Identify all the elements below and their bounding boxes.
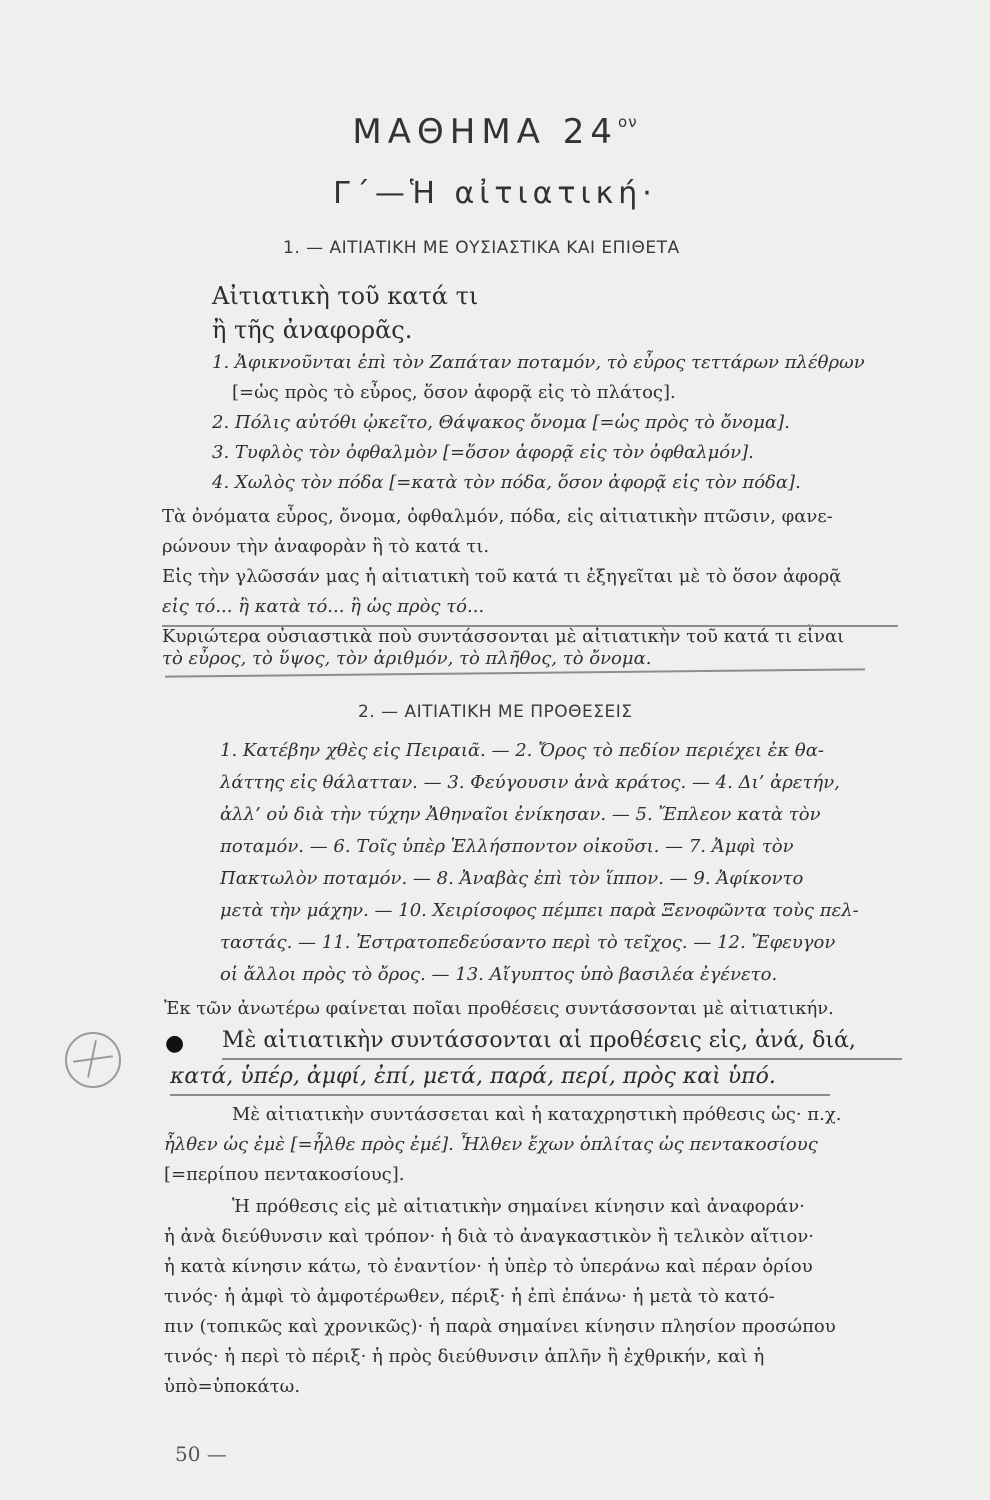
section1-example-line: 2. Πόλις αὐτόθι ᾠκεῖτο, Θάψακος ὄνομα [=ὡς πρὸς τὸ ὄνομα]. bbox=[212, 412, 790, 433]
pencil-underline bbox=[165, 668, 865, 677]
note-line: ὑπὸ=ὑποκάτω. bbox=[164, 1376, 301, 1397]
lesson-title bbox=[0, 112, 990, 152]
section1-example-line: 1. Ἀφικνοῦνται ἐπὶ τὸν Ζαπάταν ποταμόν, τὸ εὖρος τεττάρων πλέθρων bbox=[212, 352, 865, 373]
section1-example-line: 3. Τυφλὸς τὸν ὀφθαλμὸν [=ὅσον ἀφορᾷ εἰς τὸν ὀφθαλμόν]. bbox=[212, 442, 754, 463]
section1-subheading-line2: ἢ τῆς ἀναφορᾶς. bbox=[212, 316, 413, 344]
section1-paragraph-line: ρώνουν τὴν ἀναφορὰν ἢ τὸ κατά τι. bbox=[162, 536, 490, 557]
pencil-underline bbox=[170, 1094, 830, 1096]
note-line: ἦλθεν ὡς ἐμὲ [=ἦλθε πρὸς ἐμέ]. Ἦλθεν ἔχων ὁπλίτας ὡς πεντακοσίους bbox=[164, 1134, 818, 1155]
rule-line-2: κατά, ὑπέρ, ἀμφί, ἐπί, μετά, παρά, περί, πρὸς καὶ ὑπό. bbox=[170, 1064, 776, 1089]
section2-example-line: 1. Κατέβην χθὲς εἰς Πειραιᾶ. — 2. Ὄρος τὸ πεδίον περιέχει ἐκ θα- bbox=[220, 740, 825, 761]
note-line: [=περίπου πεντακοσίους]. bbox=[164, 1164, 405, 1185]
bullet-icon: ● bbox=[165, 1031, 185, 1056]
section2-intro: Ἐκ τῶν ἀνωτέρω φαίνεται ποῖαι προθέσεις συντάσσονται μὲ αἰτιατικήν. bbox=[164, 998, 834, 1019]
section1-paragraph-line: Εἰς τὴν γλῶσσάν μας ἡ αἰτιατικὴ τοῦ κατά τι ἐξηγεῖται μὲ τὸ ὅσον ἀφορᾷ bbox=[162, 566, 842, 587]
page-number: 50 — bbox=[175, 1442, 227, 1466]
lesson-subtitle: Γ΄—Ἡ αἰτιατική· bbox=[333, 176, 657, 211]
section1-example-line: [=ὡς πρὸς τὸ εὖρος, ὅσον ἀφορᾷ εἰς τὸ πλάτος]. bbox=[232, 382, 676, 403]
note-line: ἡ κατὰ κίνησιν κάτω, τὸ ἐναντίον· ἡ ὑπὲρ τὸ ὑπεράνω καὶ πέραν ὁρίου bbox=[164, 1256, 813, 1277]
section2-example-line: ποταμόν. — 6. Τοῖς ὑπὲρ Ἑλλήσποντον οἰκοῦσι. — 7. Ἀμφὶ τὸν bbox=[220, 836, 794, 857]
section2-example-line: Πακτωλὸν ποταμόν. — 8. Ἀναβὰς ἐπὶ τὸν ἵππον. — 9. Ἀφίκοντο bbox=[220, 868, 804, 889]
section2-example-line: λάττης εἰς θάλατταν. — 3. Φεύγουσιν ἀνὰ κράτος. — 4. Δι’ ἀρετήν, bbox=[220, 772, 840, 793]
section1-heading: 1. — ΑΙΤΙΑΤΙΚΗ ΜΕ ΟΥΣΙΑΣΤΙΚΑ ΚΑΙ ΕΠΙΘΕΤΑ bbox=[283, 238, 680, 258]
section1-paragraph-line: εἰς τό... ἢ κατὰ τό... ἢ ὡς πρὸς τό... bbox=[162, 596, 485, 617]
section2-example-line: ἀλλ’ οὐ διὰ τὴν τύχην Ἀθηναῖοι ἐνίκησαν. — 5. Ἔπλεον κατὰ τὸν bbox=[220, 804, 821, 825]
section1-example-line: 4. Χωλὸς τὸν πόδα [=κατὰ τὸν πόδα, ὅσον ἀφορᾷ εἰς τὸν πόδα]. bbox=[212, 472, 801, 493]
section2-heading: 2. — ΑΙΤΙΑΤΙΚΗ ΜΕ ΠΡΟΘΕΣΕΙΣ bbox=[358, 702, 633, 722]
note-line: πιν (τοπικῶς καὶ χρονικῶς)· ἡ παρὰ σημαίνει κίνησιν πλησίον προσώπου bbox=[164, 1316, 836, 1337]
lesson-title-suffix: ον bbox=[618, 113, 638, 131]
pencil-underline bbox=[162, 625, 898, 627]
pencil-plus-mark bbox=[65, 1032, 121, 1088]
section2-example-line: μετὰ τὴν μάχην. — 10. Χειρίσοφος πέμπει παρὰ Ξενοφῶντα τοὺς πελ- bbox=[220, 900, 859, 921]
section2-example-line: ταστάς. — 11. Ἐστρατοπεδεύσαντο περὶ τὸ τεῖχος. — 12. Ἔφευγον bbox=[220, 932, 836, 953]
section2-example-line: οἱ ἄλλοι πρὸς τὸ ὄρος. — 13. Αἴγυπτος ὑπὸ βασιλέα ἐγένετο. bbox=[220, 964, 778, 985]
section1-paragraph-line: τὸ εὖρος, τὸ ὕψος, τὸν ἀριθμόν, τὸ πλῆθος, τὸ ὄνομα. bbox=[162, 648, 652, 669]
rule-line-1: Μὲ αἰτιατικὴν συντάσσονται αἱ προθέσεις εἰς, ἀνά, διά, bbox=[222, 1028, 856, 1053]
section1-paragraph-line: Τὰ ὀνόματα εὖρος, ὄνομα, ὀφθαλμόν, πόδα, εἰς αἰτιατικὴν πτῶσιν, φανε- bbox=[162, 506, 833, 527]
note-line: τινός· ἡ ἀμφὶ τὸ ἀμφοτέρωθεν, πέριξ· ἡ ἐπὶ ἐπάνω· ἡ μετὰ τὸ κατό- bbox=[164, 1286, 775, 1307]
section1-subheading-line1: Αἰτιατικὴ τοῦ κατά τι bbox=[212, 282, 479, 310]
note-line: τινός· ἡ περὶ τὸ πέριξ· ἡ πρὸς διεύθυνσιν ἁπλῆν ἢ ἐχθρικήν, καὶ ἡ bbox=[164, 1346, 765, 1367]
note-line: Μὲ αἰτιατικὴν συντάσσεται καὶ ἡ καταχρηστικὴ πρόθεσις ὡς· π.χ. bbox=[232, 1104, 842, 1125]
section1-paragraph-line: Κυριώτερα οὐσιαστικὰ ποὺ συντάσσονται μὲ αἰτιατικὴν τοῦ κατά τι εἶναι bbox=[162, 626, 845, 647]
note-line: ἡ ἀνὰ διεύθυνσιν καὶ τρόπον· ἡ διὰ τὸ ἀναγκαστικὸν ἢ τελικὸν αἴτιον· bbox=[164, 1226, 814, 1247]
pencil-underline bbox=[222, 1058, 902, 1060]
lesson-title-text: ΜΑΘΗΜΑ 24 bbox=[352, 112, 619, 152]
note-line: Ἡ πρόθεσις εἰς μὲ αἰτιατικὴν σημαίνει κίνησιν καὶ ἀναφοράν· bbox=[232, 1196, 805, 1217]
